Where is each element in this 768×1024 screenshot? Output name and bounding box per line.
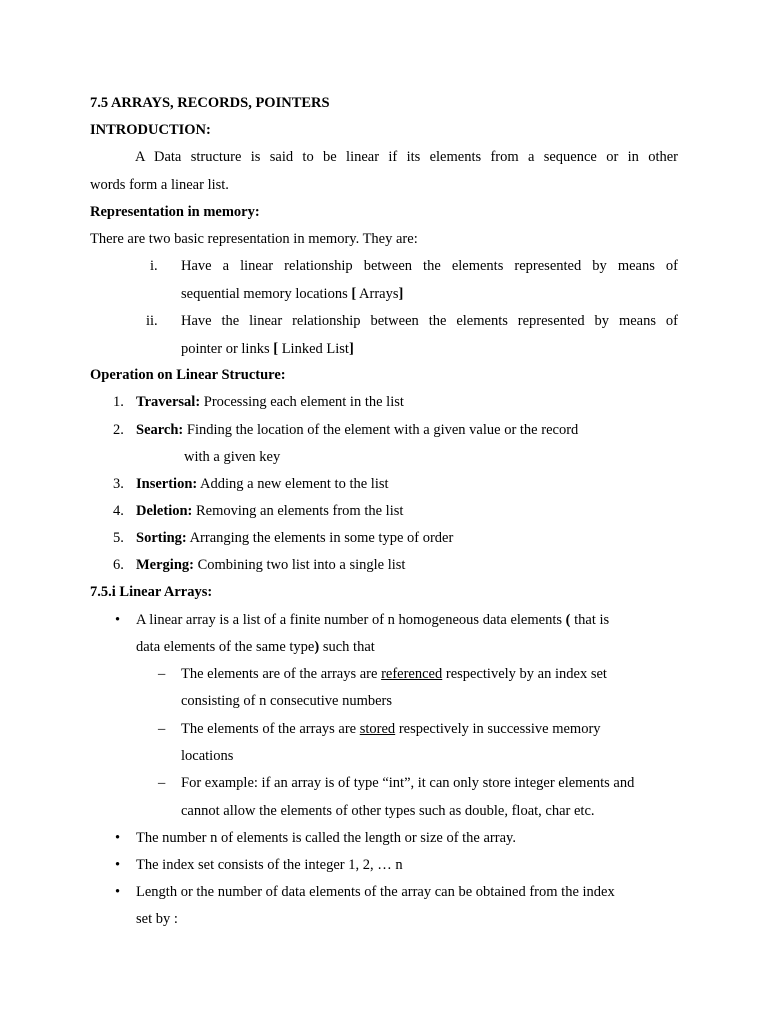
repr-item-2-line-1: Have the linear relationship between the elements represented by means of bbox=[181, 313, 678, 329]
representation-heading: Representation in memory: bbox=[90, 204, 260, 220]
operation-desc: Adding a new element to the list bbox=[197, 476, 389, 492]
bullet-icon: • bbox=[115, 857, 121, 873]
sub-item-text: respectively in successive memory bbox=[395, 721, 601, 737]
section-title: 7.5 ARRAYS, RECORDS, POINTERS bbox=[90, 95, 330, 111]
bullet-4-line-1: Length or the number of data elements of the array can be obtained from the index bbox=[136, 884, 615, 900]
repr-item-2-line-2 bbox=[181, 340, 354, 358]
intro-line-1: A Data structure is said to be linear if its elements from a sequence or in other bbox=[135, 149, 678, 165]
operation-term: Traversal: bbox=[136, 394, 201, 410]
sub-item-text: The elements of the arrays are bbox=[181, 721, 360, 737]
operation-desc: Combining two list into a single list bbox=[193, 557, 406, 573]
sub-item-text: respectively by an index set bbox=[442, 666, 607, 682]
repr-item-2-text: pointer or links bbox=[181, 341, 274, 357]
bullet-text: that is bbox=[570, 612, 610, 628]
bullet-1-line-2 bbox=[136, 638, 375, 656]
open-bracket: [ bbox=[351, 286, 357, 302]
operation-term: Sorting: bbox=[136, 530, 187, 546]
repr-item-1-line-1: Have a linear relationship between the elements represented by means of bbox=[181, 258, 678, 274]
sub-item-2-line-1 bbox=[181, 720, 601, 738]
bullet-1-line-1 bbox=[136, 611, 609, 629]
repr-item-1-text: sequential memory locations bbox=[181, 286, 352, 302]
roman-marker-i: i. bbox=[150, 258, 158, 274]
list-item bbox=[136, 502, 403, 520]
operation-term: Insertion: bbox=[136, 476, 198, 492]
bullet-3: The index set consists of the integer 1, 2, … n bbox=[136, 857, 403, 873]
list-number: 2. bbox=[113, 422, 124, 438]
close-paren: ) bbox=[314, 639, 320, 655]
operation-term: Search: bbox=[136, 422, 184, 438]
repr-item-2-term: Linked List bbox=[278, 341, 349, 357]
representation-text: There are two basic representation in memory. They are: bbox=[90, 231, 418, 247]
close-bracket: ] bbox=[398, 286, 404, 302]
operation-desc: Processing each element in the list bbox=[200, 394, 404, 410]
sub-item-2-line-2: locations bbox=[181, 748, 234, 764]
open-paren: ( bbox=[565, 612, 571, 628]
sub-item-1-line-1 bbox=[181, 665, 607, 683]
operation-term: Deletion: bbox=[136, 503, 193, 519]
operation-desc: Finding the location of the element with a given value or the record bbox=[183, 422, 579, 438]
bullet-2: The number n of elements is called the length or size of the array. bbox=[136, 830, 516, 846]
underlined-term: referenced bbox=[381, 666, 443, 682]
list-item bbox=[136, 393, 404, 411]
list-number: 3. bbox=[113, 476, 124, 492]
list-item bbox=[136, 475, 389, 493]
sub-item-1-line-2: consisting of n consecutive numbers bbox=[181, 693, 393, 709]
list-number: 1. bbox=[113, 394, 124, 410]
underlined-term: stored bbox=[359, 721, 396, 737]
sub-item-3-line-1: For example: if an array is of type “int”, it can only store integer elements and bbox=[181, 775, 635, 791]
sub-item-text: The elements are of the arrays are bbox=[181, 666, 382, 682]
bullet-4-line-2: set by : bbox=[136, 911, 178, 927]
bullet-text: data elements of the same type bbox=[136, 639, 315, 655]
bullet-icon: • bbox=[115, 612, 121, 628]
list-item bbox=[136, 529, 453, 547]
dash-icon: – bbox=[158, 721, 166, 737]
operation-term: Merging: bbox=[136, 557, 194, 573]
bullet-text: A linear array is a list of a finite number of n homogeneous data elements bbox=[136, 612, 566, 628]
bullet-icon: • bbox=[115, 830, 121, 846]
introduction-heading: INTRODUCTION: bbox=[90, 122, 211, 138]
repr-item-1-term: Arrays bbox=[356, 286, 399, 302]
list-number: 5. bbox=[113, 530, 124, 546]
operations-heading: Operation on Linear Structure: bbox=[90, 367, 286, 383]
repr-item-1-line-2 bbox=[181, 285, 403, 303]
dash-icon: – bbox=[158, 775, 166, 791]
list-number: 6. bbox=[113, 557, 124, 573]
bullet-icon: • bbox=[115, 884, 121, 900]
operation-desc-continuation: with a given key bbox=[184, 449, 281, 465]
operation-desc: Arranging the elements in some type of order bbox=[186, 530, 454, 546]
sub-item-3-line-2: cannot allow the elements of other types such as double, float, char etc. bbox=[181, 803, 595, 819]
intro-line-2: words form a linear list. bbox=[90, 177, 229, 193]
open-bracket: [ bbox=[273, 341, 279, 357]
roman-marker-ii: ii. bbox=[146, 313, 158, 329]
linear-arrays-heading: 7.5.i Linear Arrays: bbox=[90, 584, 213, 600]
operation-desc: Removing an elements from the list bbox=[192, 503, 404, 519]
list-item bbox=[136, 556, 405, 574]
list-number: 4. bbox=[113, 503, 124, 519]
dash-icon: – bbox=[158, 666, 166, 682]
bullet-text: such that bbox=[319, 639, 375, 655]
list-item bbox=[136, 421, 578, 439]
close-bracket: ] bbox=[348, 341, 354, 357]
